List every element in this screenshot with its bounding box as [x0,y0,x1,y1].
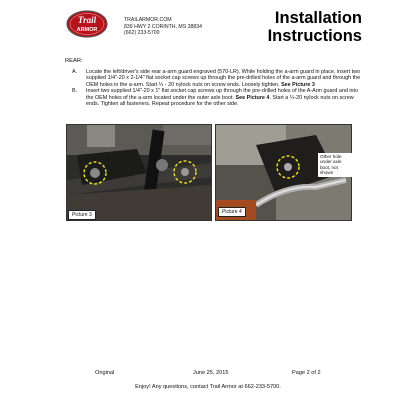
trail-armor-logo [66,10,108,38]
footer-page-number: Page 2 of 2 [292,370,321,376]
step-a-text: Locate the left/driver's side rear a-arm guard engraved (570-LR). While holding the a-arm guard in place, insert two supplied 1/4"-20 x 2-1/4" flat socket cap screws up through the pre-drilled holes of the a-arm guard and through the OEM holes in the a-arm. Start ¼ - 20 nylock nuts on screw ends. Loosely tighten. [86,69,361,88]
picture-3-photo [66,124,212,221]
picture-3-caption: Picture 3 [68,210,96,220]
step-a [72,69,364,88]
footer-version: Original [95,370,115,376]
step-b [72,88,364,107]
picture-4-note [318,153,354,177]
logo-text-top: Trail [77,15,97,25]
title-line-2: Instructions [267,27,362,45]
logo-text-bottom: ARMOR [76,27,98,33]
step-a-marker: A. [72,69,78,75]
company-phone: (662) 233-5700 [124,30,160,37]
note-line-1: Other hole [320,154,342,159]
section-label: REAR: [65,58,83,64]
step-b-ref: See Picture 4 [235,94,270,101]
instruction-steps [72,69,364,107]
footer-contact: Enjoy! Any questions, contact Trail Armor at 662-233-5700. [135,384,281,390]
picture-4-caption: Picture 4 [218,207,246,217]
document-title [268,9,362,45]
company-website: TRAILARMOR.COM [124,17,172,23]
step-b-text-after: . Start a ¼-20 nylock nuts on screw ends. Tighten all fasteners. Repeat procedure for the other side. [86,94,354,108]
step-a-ref: See Picture 3 [281,81,315,88]
footer-date: June 25, 2015 [193,370,229,376]
company-address: 839 HWY 2 CORINTH, MS 38834 [124,23,203,30]
note-line-3: boot, not [320,164,338,170]
note-line-4: shown [320,170,334,176]
step-b-marker: B. [72,88,78,95]
title-line-1: Installation [274,9,362,27]
note-line-2: under axle [320,159,342,165]
step-b-text: Insert two supplied 1/4"-20 x 1" flat socket cap screws up through the pre-drilled holes of the A-Arm guard and into the OEM holes of the a-arm located under the outer axle boot. [86,88,359,101]
company-info [124,17,202,37]
